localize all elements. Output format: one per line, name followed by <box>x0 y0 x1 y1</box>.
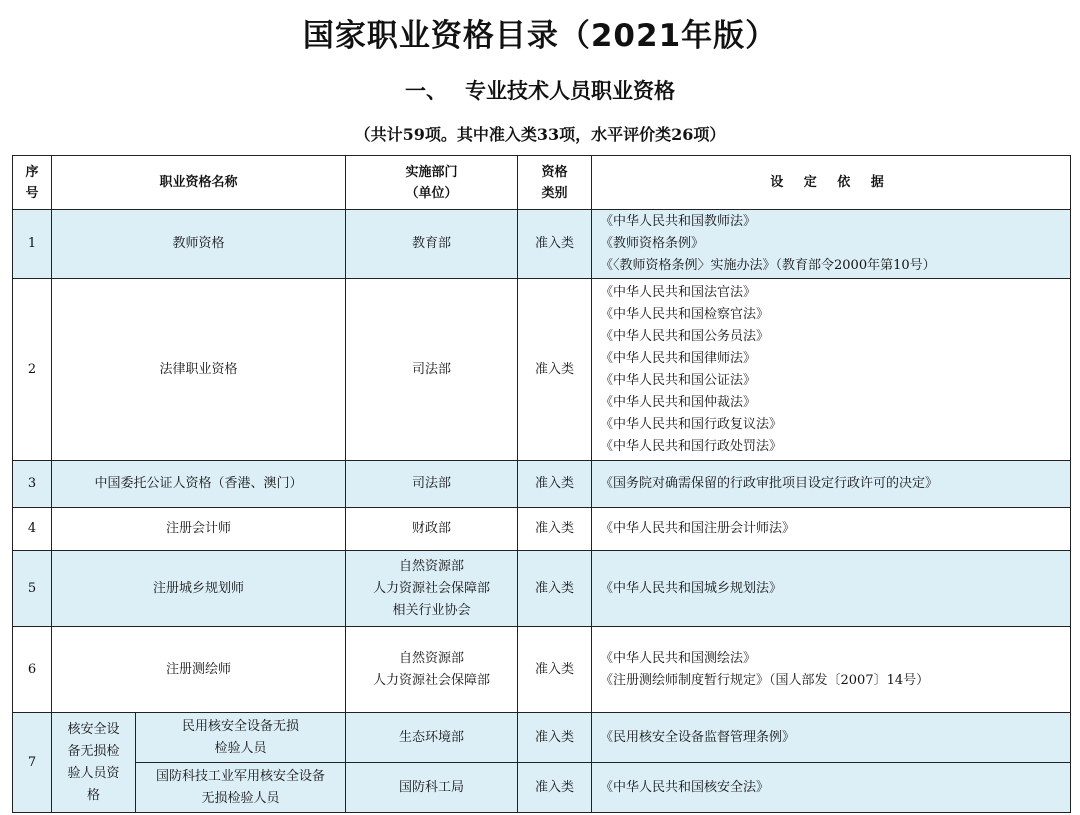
page-title: 国家职业资格目录（2021年版） <box>302 18 778 54</box>
table-row <box>13 551 1071 627</box>
row-seq: 7 <box>13 713 52 813</box>
dept-line: 司法部 <box>412 361 452 377</box>
header-dept: 实施部门 （单位） <box>346 156 518 210</box>
row-basis <box>592 279 1071 461</box>
dept-line: 自然资源部 <box>399 650 465 666</box>
qualification-table <box>12 155 1071 813</box>
dept-line: 相关行业协会 <box>392 602 471 618</box>
row-name: 注册测绘师 <box>52 627 346 713</box>
section-title: 专业技术人员职业资格 <box>465 79 675 103</box>
row-dept <box>346 210 518 279</box>
subname-line: 检验人员 <box>214 740 267 756</box>
row-basis: 《民用核安全设备监督管理条例》 <box>592 713 1071 763</box>
row-name: 中国委托公证人资格（香港、澳门） <box>52 461 346 508</box>
row-name: 注册城乡规划师 <box>52 551 346 627</box>
subname-line: 国防科技工业军用核安全设备 <box>156 768 326 784</box>
dept-line: 司法部 <box>412 476 452 491</box>
row-subname <box>136 763 346 813</box>
subname-line: 民用核安全设备无损 <box>182 718 300 734</box>
basis-line: 《教师资格条例》 <box>600 236 705 251</box>
row-type: 准入类 <box>518 461 592 508</box>
section-number: 一、 <box>405 79 447 103</box>
group-line: 核安全设 <box>67 721 120 737</box>
basis-line: 《中华人民共和国教师法》 <box>600 214 757 229</box>
basis-line: 《中华人民共和国律师法》 <box>600 350 757 366</box>
basis-line: 《中华人民共和国行政复议法》 <box>600 416 783 432</box>
basis-line: 《中华人民共和国注册会计师法》 <box>600 521 796 536</box>
row-dept: 国防科工局 <box>346 763 518 813</box>
dept-line: 财政部 <box>412 521 452 536</box>
row-basis <box>592 461 1071 508</box>
row-basis <box>592 508 1071 551</box>
row-dept: 生态环境部 <box>346 713 518 763</box>
dept-line: 教育部 <box>412 236 452 251</box>
basis-line: 《中华人民共和国测绘法》 <box>600 650 757 666</box>
header-seq: 序 号 <box>13 156 52 210</box>
row-seq: 5 <box>13 551 52 627</box>
row-seq: 4 <box>13 508 52 551</box>
basis-line: 《〈教师资格条例〉实施办法》（教育部令2000年第10号） <box>600 258 936 273</box>
row-type: 准入类 <box>518 279 592 461</box>
row-seq: 6 <box>13 627 52 713</box>
dept-line: 人力资源社会保障部 <box>373 672 491 688</box>
row-type: 准入类 <box>518 210 592 279</box>
row-dept <box>346 279 518 461</box>
table-row <box>13 210 1071 279</box>
row-name: 法律职业资格 <box>52 279 346 461</box>
row-basis <box>592 627 1071 713</box>
row-basis: 《中华人民共和国核安全法》 <box>592 763 1071 813</box>
row-dept <box>346 508 518 551</box>
header-type: 资格 类别 <box>518 156 592 210</box>
basis-line: 《中华人民共和国城乡规划法》 <box>600 580 783 596</box>
table-row <box>13 627 1071 713</box>
table-row <box>13 279 1071 461</box>
header-basis: 设 定 依 据 <box>592 156 1071 210</box>
basis-line: 《中华人民共和国仲裁法》 <box>600 394 757 410</box>
header-name: 职业资格名称 <box>52 156 346 210</box>
row-type: 准入类 <box>518 627 592 713</box>
row-seq: 1 <box>13 210 52 279</box>
row-basis <box>592 210 1071 279</box>
table-row <box>13 713 1071 763</box>
table-row <box>13 461 1071 508</box>
group-line: 备无损检 <box>67 743 120 759</box>
table-row <box>13 763 1071 813</box>
row-name: 注册会计师 <box>52 508 346 551</box>
basis-line: 《中华人民共和国法官法》 <box>600 284 757 300</box>
basis-line: 《国务院对确需保留的行政审批项目设定行政许可的决定》 <box>600 476 939 491</box>
dept-line: 自然资源部 <box>399 558 465 574</box>
row-type: 准入类 <box>518 508 592 551</box>
basis-line: 《中华人民共和国行政处罚法》 <box>600 438 783 454</box>
section-heading <box>0 75 1080 105</box>
section-summary: （共计59项。其中准入类33项，水平评价类26项） <box>354 125 726 144</box>
row-dept <box>346 627 518 713</box>
group-line: 格 <box>86 787 100 803</box>
row-type: 准入类 <box>518 551 592 627</box>
row-dept <box>346 551 518 627</box>
dept-line: 人力资源社会保障部 <box>373 580 491 596</box>
group-line: 验人员资 <box>67 765 120 781</box>
basis-line: 《注册测绘师制度暂行规定》（国人部发〔2007〕14号） <box>600 672 930 688</box>
row-group-name <box>52 713 136 813</box>
row-name: 教师资格 <box>52 210 346 279</box>
table-row <box>13 508 1071 551</box>
basis-line: 《中华人民共和国公务员法》 <box>600 328 770 344</box>
row-type: 准入类 <box>518 713 592 763</box>
table-header-row <box>13 156 1071 210</box>
basis-line: 《中华人民共和国公证法》 <box>600 372 757 388</box>
row-seq: 3 <box>13 461 52 508</box>
row-subname <box>136 713 346 763</box>
subname-line: 无损检验人员 <box>201 790 280 806</box>
row-type: 准入类 <box>518 763 592 813</box>
row-basis <box>592 551 1071 627</box>
row-dept <box>346 461 518 508</box>
basis-line: 《中华人民共和国检察官法》 <box>600 306 770 322</box>
row-seq: 2 <box>13 279 52 461</box>
